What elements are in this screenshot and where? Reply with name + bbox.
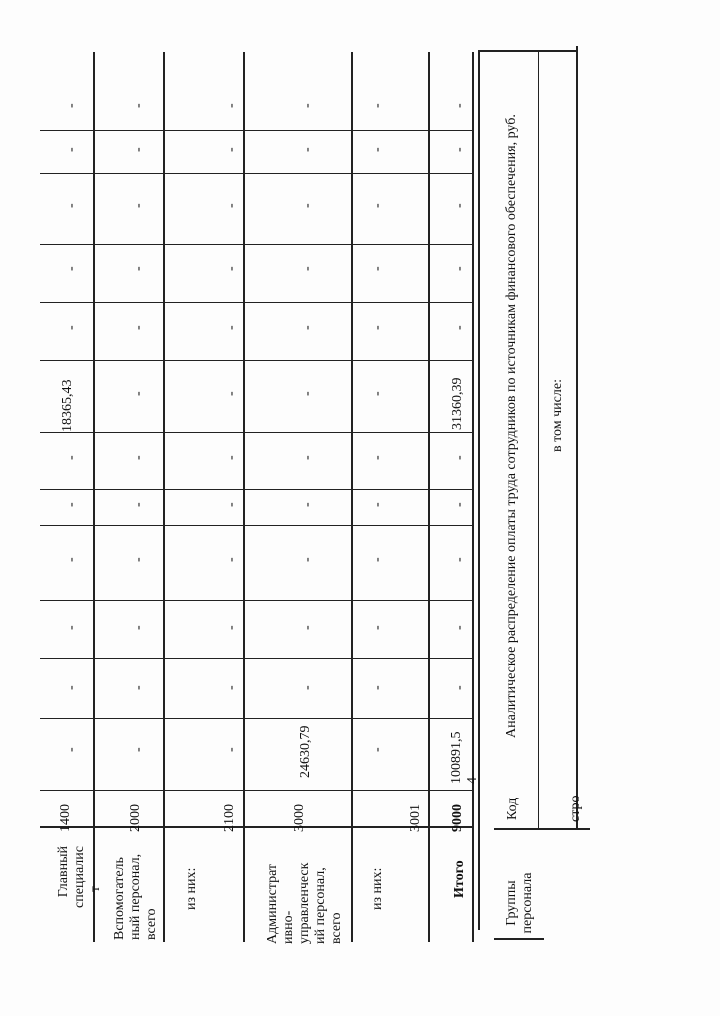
dash-value: - (224, 203, 239, 208)
dash-value: - (224, 266, 239, 271)
label-line: всего (144, 908, 159, 940)
dash-value: - (370, 391, 385, 396)
dash-value: - (370, 325, 385, 330)
dash-value: - (131, 266, 146, 271)
dash-value: - (452, 502, 467, 507)
column-divider (40, 600, 472, 601)
column-divider (40, 432, 472, 433)
label-line: специалис (72, 846, 87, 908)
row-label-of-them-1: из них: (184, 867, 199, 910)
dash-value: - (370, 203, 385, 208)
value-9000-col1 (449, 714, 481, 784)
dash-value: - (452, 147, 467, 152)
dash-value: - (64, 502, 79, 507)
dash-value: - (300, 625, 315, 630)
dash-value: - (370, 625, 385, 630)
dash-value: - (64, 325, 79, 330)
row-label-admin-staff (262, 838, 348, 944)
dash-value: - (224, 325, 239, 330)
code-3001: 3001 (408, 804, 423, 832)
row-label-support-staff (110, 840, 162, 940)
dash-value: - (224, 747, 239, 752)
dash-value: - (370, 502, 385, 507)
dash-value: - (370, 455, 385, 460)
dash-value: - (131, 325, 146, 330)
dash-value: - (300, 391, 315, 396)
label-line: ный персонал, (128, 853, 143, 940)
column-divider (40, 525, 472, 526)
dash-value: - (64, 685, 79, 690)
dash-value: - (452, 325, 467, 330)
label-line: Вспомогатель (112, 857, 127, 940)
label-line: Главный (56, 846, 71, 898)
label-line: персонала (520, 872, 535, 934)
dash-value: - (64, 747, 79, 752)
dash-value: - (370, 147, 385, 152)
code-9000: 9000 (450, 804, 465, 832)
dash-value: - (452, 685, 467, 690)
dash-value: - (64, 455, 79, 460)
dash-value: - (300, 203, 315, 208)
column-divider (40, 173, 472, 174)
value-line: 4 (465, 777, 480, 784)
dash-value: - (300, 266, 315, 271)
label-line: ий персонал, (313, 867, 328, 944)
column-divider (40, 302, 472, 303)
row-divider (93, 52, 95, 942)
value-1400-col7: 18365,43 (60, 379, 75, 432)
row-divider (243, 52, 245, 942)
dash-value: - (300, 147, 315, 152)
dash-value: - (131, 391, 146, 396)
row-label-chief-specialist (54, 846, 106, 932)
header-divider (538, 50, 539, 830)
header-personnel-groups (502, 856, 538, 950)
dash-value: - (300, 103, 315, 108)
dash-value: - (452, 203, 467, 208)
header-code-label-cont: стро (568, 795, 583, 822)
dash-value: - (64, 103, 79, 108)
dash-value: - (64, 147, 79, 152)
column-divider (40, 790, 472, 791)
dash-value: - (300, 685, 315, 690)
dash-value: - (370, 747, 385, 752)
header-subtitle: в том числе: (550, 379, 565, 452)
dash-value: - (64, 557, 79, 562)
dash-value: - (370, 685, 385, 690)
dash-value: - (131, 147, 146, 152)
label-line: Группы (504, 880, 519, 926)
code-2100: 2100 (222, 804, 237, 832)
dash-value: - (300, 325, 315, 330)
column-divider (40, 244, 472, 245)
value-line: 100891,5 (449, 731, 464, 784)
dash-value: - (131, 625, 146, 630)
code-2000: 2000 (128, 804, 143, 832)
row-divider (163, 52, 165, 942)
dash-value: - (452, 455, 467, 460)
dash-value: - (452, 103, 467, 108)
column-divider (40, 130, 472, 131)
dash-value: - (131, 103, 146, 108)
dash-value: - (224, 103, 239, 108)
dash-value: - (224, 685, 239, 690)
dash-value: - (131, 203, 146, 208)
dash-value: - (224, 502, 239, 507)
dash-value: - (131, 557, 146, 562)
label-line: Администрат (265, 863, 280, 944)
header-bottom-line (494, 828, 590, 830)
dash-value: - (224, 391, 239, 396)
row-divider (472, 52, 474, 942)
dash-value: - (370, 557, 385, 562)
column-divider (40, 360, 472, 361)
dash-value: - (452, 266, 467, 271)
label-line: т (88, 885, 103, 893)
row-divider (351, 52, 353, 942)
row-divider (428, 52, 430, 942)
header-right-border (576, 46, 578, 830)
row-label-of-them-2: из них: (370, 867, 385, 910)
header-title: Аналитическое распределение оплаты труда сотрудников по источникам финансового обеспечения, руб. (504, 114, 519, 738)
dash-value: - (370, 266, 385, 271)
column-divider (40, 718, 472, 719)
value-3000-col1: 24630,79 (298, 725, 313, 778)
header-top-border (478, 50, 578, 52)
header-code-label: Код (505, 797, 520, 820)
dash-value: - (224, 625, 239, 630)
dash-value: - (300, 502, 315, 507)
dash-value: - (370, 103, 385, 108)
value-9000-col7: 31360,39 (450, 377, 465, 430)
row-label-total: Итого (452, 860, 467, 898)
dash-value: - (452, 557, 467, 562)
column-divider (40, 658, 472, 659)
dash-value: - (64, 203, 79, 208)
column-divider (40, 489, 472, 490)
dash-value: - (452, 625, 467, 630)
code-1400: 1400 (58, 804, 73, 832)
dash-value: - (224, 557, 239, 562)
dash-value: - (64, 266, 79, 271)
dash-value: - (131, 685, 146, 690)
header-left-border (478, 50, 480, 930)
dash-value: - (131, 502, 146, 507)
label-line: ивно- (281, 910, 296, 944)
dash-value: - (224, 147, 239, 152)
code-3000: 3000 (292, 804, 307, 832)
dash-value: - (131, 747, 146, 752)
dash-value: - (64, 625, 79, 630)
dash-value: - (224, 455, 239, 460)
dash-value: - (300, 455, 315, 460)
label-line: управленческ (297, 862, 312, 944)
dash-value: - (300, 557, 315, 562)
label-line: всего (329, 912, 344, 944)
dash-value: - (131, 455, 146, 460)
